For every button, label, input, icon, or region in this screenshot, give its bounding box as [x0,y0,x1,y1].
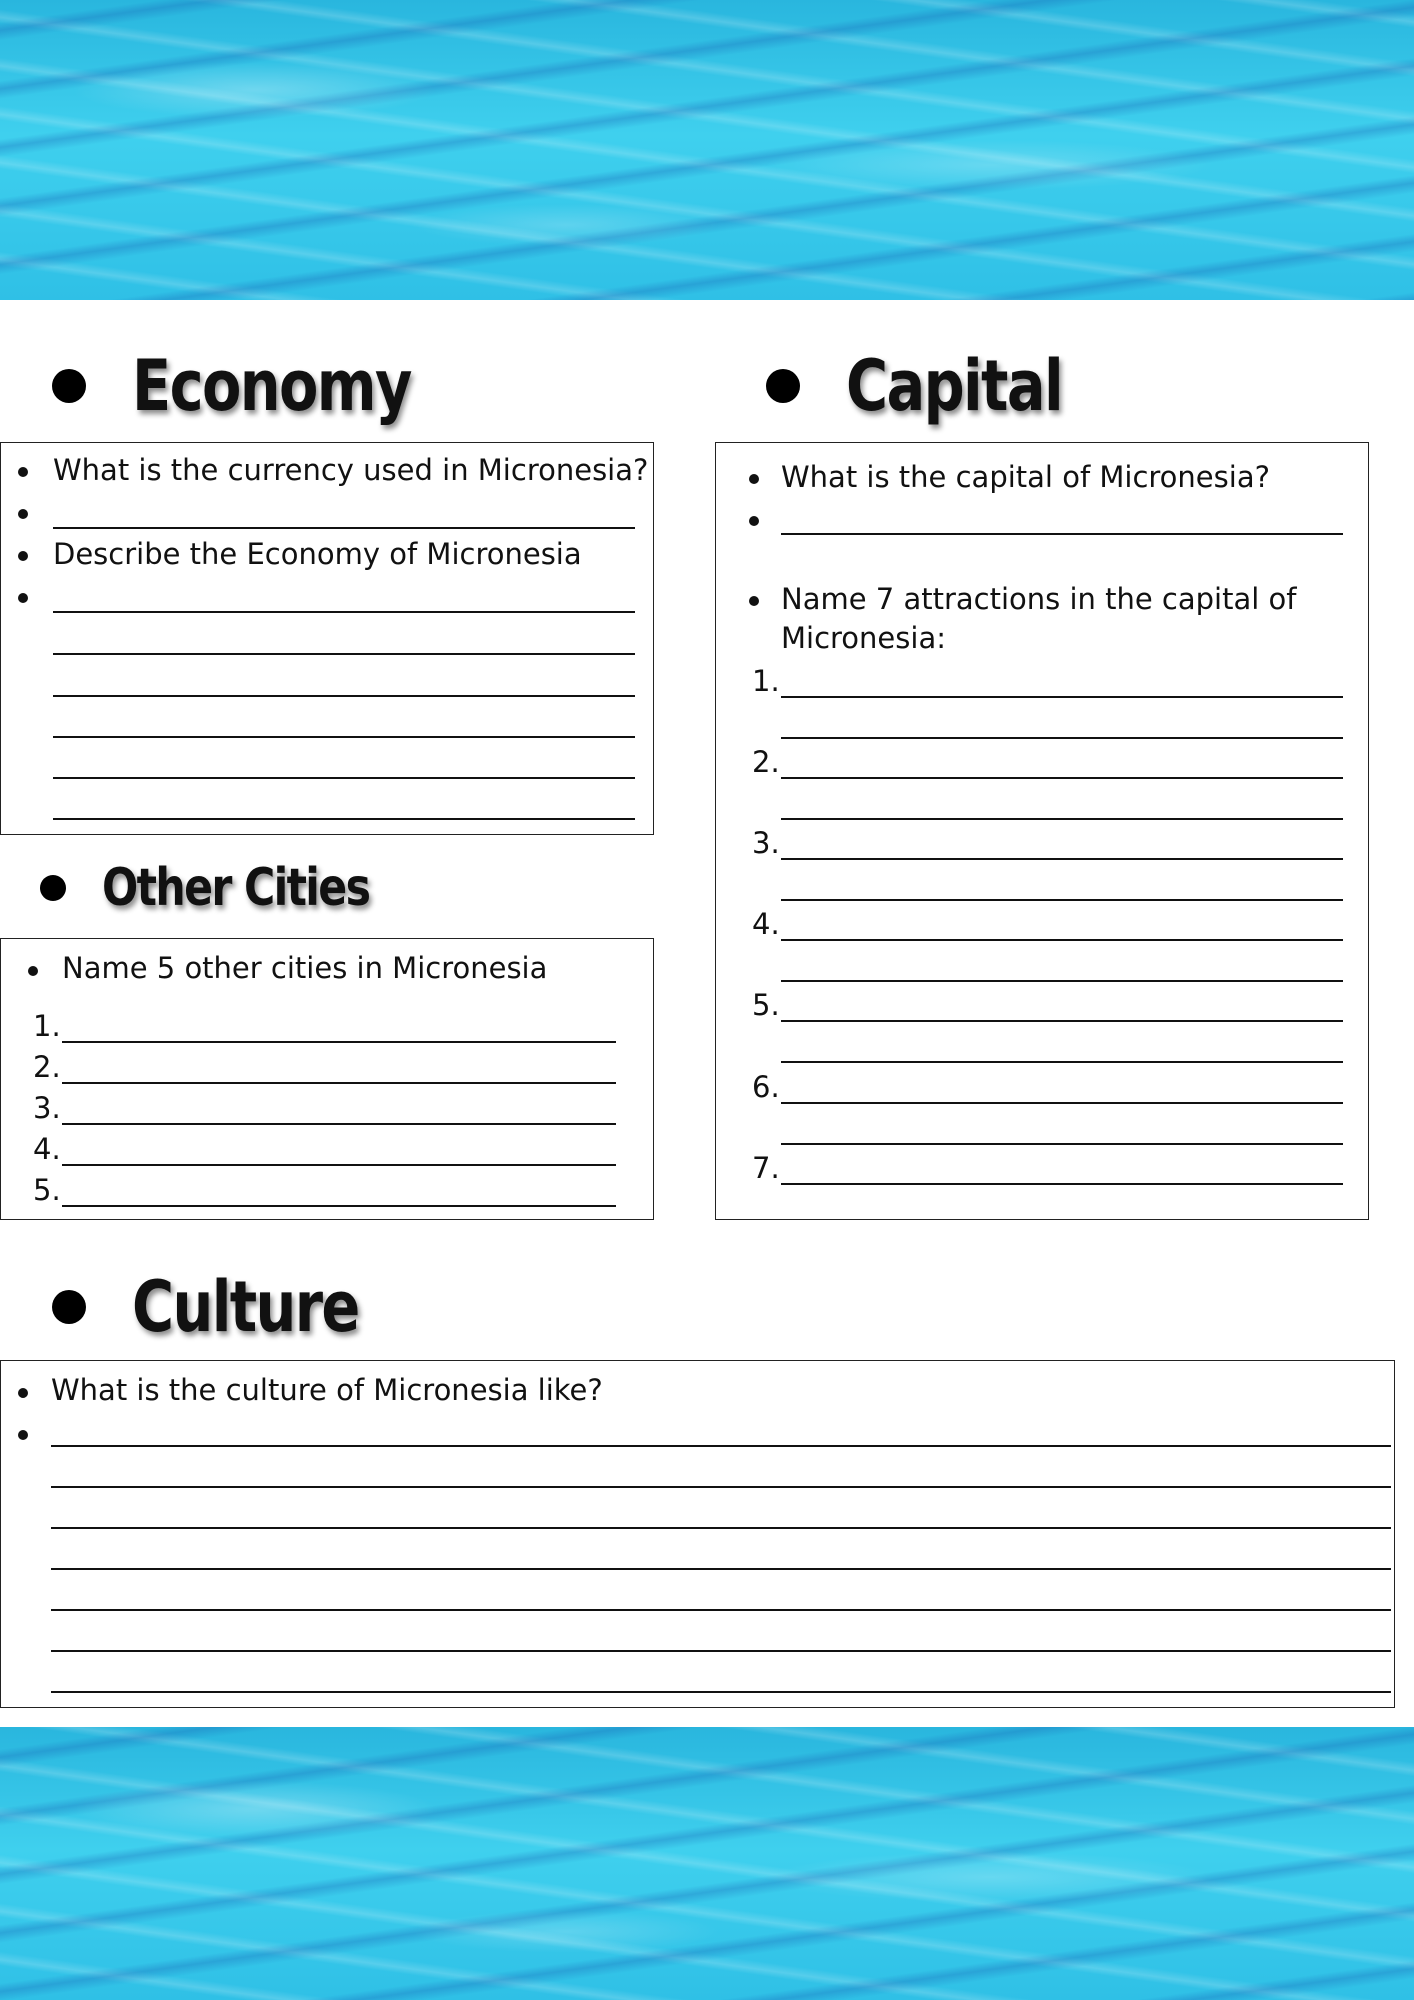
economy-box [0,442,654,835]
answer-line[interactable] [53,818,635,820]
bullet-icon [18,551,28,561]
list-number: 2. [752,745,780,779]
bullet-icon [18,1430,28,1440]
answer-line[interactable] [53,611,635,613]
bullet-icon [749,474,759,484]
answer-line[interactable] [53,653,635,655]
other-cities-question: Name 5 other cities in Micronesia [62,951,548,985]
answer-line[interactable] [781,1061,1343,1063]
culture-question: What is the culture of Micronesia like? [51,1373,603,1407]
list-number: 4. [752,907,780,941]
other-cities-title: Other Cities [102,858,370,918]
list-number: 1. [752,664,780,698]
answer-line[interactable] [62,1123,616,1125]
answer-line[interactable] [781,1020,1343,1022]
bullet-icon [749,596,759,606]
answer-line[interactable] [781,939,1343,941]
culture-box [0,1360,1395,1708]
answer-line[interactable] [781,777,1343,779]
answer-line[interactable] [51,1650,1391,1652]
bullet-icon [18,509,28,519]
water-banner-bottom [0,1727,1414,2000]
bullet-icon [18,1388,28,1398]
answer-line[interactable] [51,1445,1391,1447]
answer-line[interactable] [53,527,635,529]
answer-line[interactable] [781,737,1343,739]
economy-title: Economy [132,345,411,427]
heading-bullet-icon [52,1290,86,1324]
list-number: 3. [33,1091,61,1125]
economy-question-currency: What is the currency used in Micronesia? [53,453,649,487]
capital-attractions-question: Name 7 attractions in the capital of [781,582,1297,616]
bullet-icon [28,966,38,976]
answer-line[interactable] [62,1164,616,1166]
answer-line[interactable] [53,695,635,697]
list-number: 6. [752,1070,780,1104]
answer-line[interactable] [53,736,635,738]
culture-heading [52,1266,409,1348]
answer-line[interactable] [781,858,1343,860]
answer-line[interactable] [53,777,635,779]
list-number: 7. [752,1151,780,1185]
list-number: 2. [33,1050,61,1084]
other-cities-heading [40,858,428,918]
culture-title: Culture [132,1266,359,1348]
answer-line[interactable] [781,696,1343,698]
heading-bullet-icon [40,875,66,901]
answer-line[interactable] [781,980,1343,982]
answer-line[interactable] [62,1041,616,1043]
answer-line[interactable] [62,1205,616,1207]
answer-line[interactable] [781,899,1343,901]
answer-line[interactable] [51,1527,1391,1529]
answer-line[interactable] [51,1568,1391,1570]
list-number: 5. [752,988,780,1022]
bullet-icon [18,467,28,477]
bullet-icon [18,593,28,603]
heading-bullet-icon [766,369,800,403]
capital-title: Capital [846,345,1062,427]
economy-heading [52,345,472,427]
capital-question: What is the capital of Micronesia? [781,460,1270,494]
economy-question-describe: Describe the Economy of Micronesia [53,537,582,571]
answer-line[interactable] [781,533,1343,535]
water-banner-top [0,0,1414,300]
list-number: 4. [33,1132,61,1166]
bullet-icon [749,516,759,526]
capital-box [715,442,1369,1220]
list-number: 3. [752,826,780,860]
heading-bullet-icon [52,369,86,403]
answer-line[interactable] [781,1183,1343,1185]
answer-line[interactable] [51,1691,1391,1693]
capital-heading [766,345,1109,427]
answer-line[interactable] [62,1082,616,1084]
answer-line[interactable] [781,818,1343,820]
list-number: 5. [33,1173,61,1207]
list-number: 1. [33,1009,61,1043]
answer-line[interactable] [781,1143,1343,1145]
answer-line[interactable] [51,1609,1391,1611]
other-cities-box [0,938,654,1220]
answer-line[interactable] [51,1486,1391,1488]
capital-attractions-question-cont: Micronesia: [781,621,946,655]
answer-line[interactable] [781,1102,1343,1104]
